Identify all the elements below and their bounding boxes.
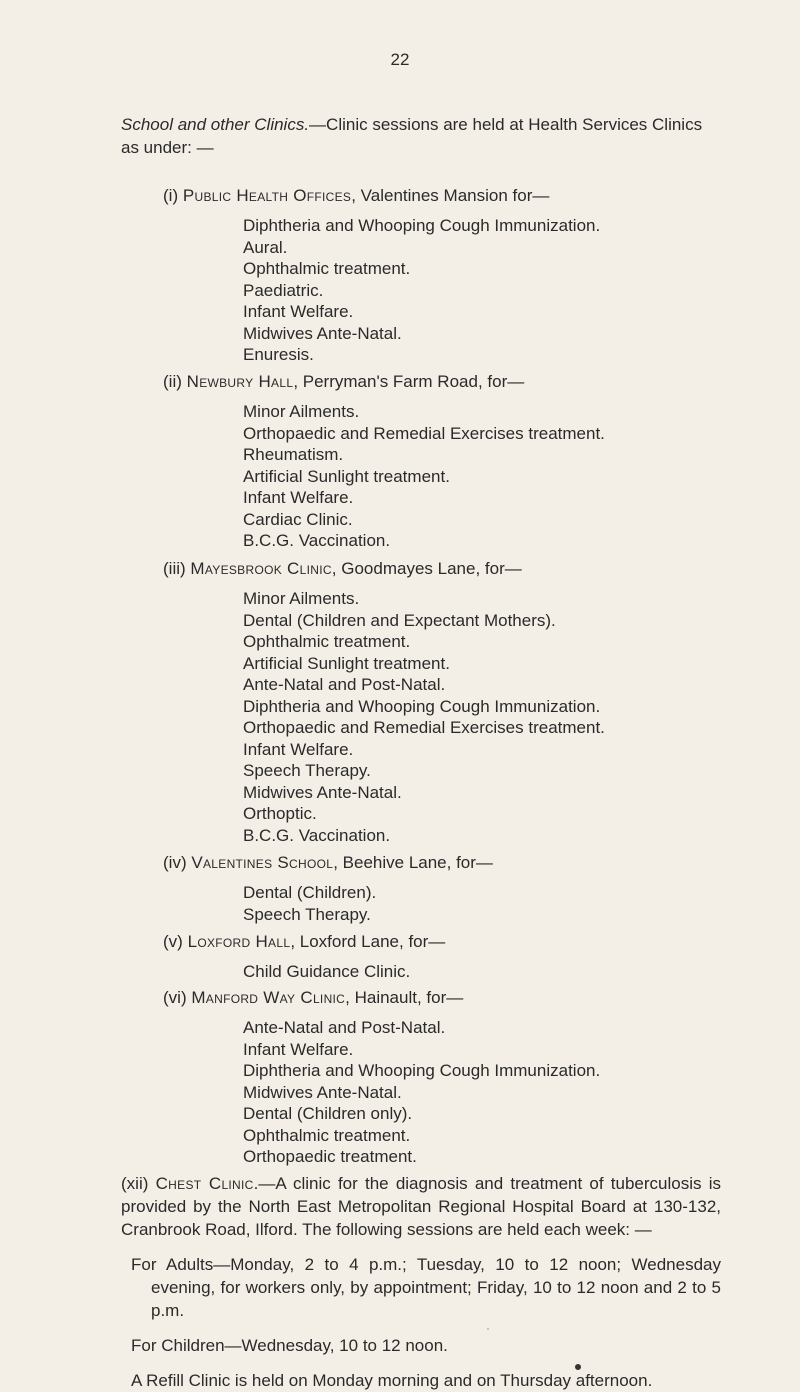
section-numeral: (xii)	[121, 1174, 149, 1193]
section-items	[163, 1017, 723, 1168]
section-location: , Loxford Lane, for—	[290, 932, 446, 951]
section-heading	[163, 931, 723, 953]
section-name: Chest Clinic	[155, 1174, 254, 1193]
section-location: , Beehive Lane, for—	[333, 853, 493, 872]
list-item: Dental (Children and Expectant Mothers).	[243, 610, 556, 630]
section-items	[163, 215, 723, 366]
list-item: Orthopaedic and Remedial Exercises treatment.	[243, 718, 605, 737]
list-item: Minor Ailments.	[243, 402, 360, 421]
section-newbury-hall	[163, 371, 723, 552]
list-item: Paediatric.	[243, 280, 324, 300]
list-item: Ophthalmic treatment.	[243, 632, 411, 651]
list-item: Ophthalmic treatment.	[243, 259, 411, 278]
section-location: , Goodmayes Lane, for—	[331, 559, 522, 578]
section-loxford-hall	[163, 931, 723, 983]
list-item: Diphtheria and Whooping Cough Immunization.	[243, 216, 601, 235]
section-manford-way-clinic	[163, 987, 723, 1168]
section-name: Valentines School	[191, 853, 334, 872]
list-item: Dental (Children).	[243, 883, 377, 902]
print-speck	[575, 1364, 581, 1370]
list-item: Rheumatism.	[243, 445, 344, 464]
list-item: Ante-Natal and Post-Natal.	[243, 1018, 446, 1037]
list-item: Minor Ailments.	[243, 589, 360, 608]
section-name: Loxford Hall	[187, 932, 291, 951]
list-item: Ophthalmic treatment.	[243, 1125, 411, 1145]
intro-paragraph	[121, 113, 721, 159]
section-name: Newbury Hall	[186, 372, 294, 391]
list-item: Infant Welfare.	[243, 1039, 354, 1059]
adult-sessions: For Adults—Monday, 2 to 4 p.m.; Tuesday, 10 to 12 noon; Wednesday evening, for workers only, by appointment; Friday, 10 to 12 noon and 2 to 5 p.m.	[131, 1255, 721, 1320]
list-item: Artificial Sunlight treatment.	[243, 466, 450, 486]
list-item: Midwives Ante-Natal.	[243, 782, 402, 802]
list-item: Speech Therapy.	[243, 761, 371, 780]
list-item: B.C.G. Vaccination.	[243, 531, 391, 550]
section-location: , Perryman's Farm Road, for—	[293, 372, 525, 391]
intro-title: School and other Clinics.	[121, 115, 310, 134]
list-item: Enuresis.	[243, 345, 314, 364]
list-item: Diphtheria and Whooping Cough Immunization.	[243, 696, 601, 716]
section-name: Mayesbrook Clinic	[190, 559, 332, 578]
section-public-health-offices	[163, 185, 723, 366]
list-item: Midwives Ante-Natal.	[243, 1082, 402, 1102]
section-heading	[163, 371, 723, 393]
section-numeral: (vi)	[163, 988, 187, 1007]
list-item: Dental (Children only).	[243, 1104, 413, 1123]
section-heading	[163, 185, 723, 207]
section-numeral: (iii)	[163, 559, 186, 578]
list-item: Infant Welfare.	[243, 302, 354, 321]
list-item: B.C.G. Vaccination.	[243, 825, 391, 845]
list-item: Orthopaedic treatment.	[243, 1147, 417, 1166]
list-item: Speech Therapy.	[243, 904, 371, 924]
chest-clinic-text: .—A clinic for the diagnosis and treatment of tuberculosis is provided by the North East Metropolitan Regional Hospital Board at 130-132, Cranbrook Road, Ilford. The following sessions are held each week: —	[121, 1174, 721, 1239]
list-item: Cardiac Clinic.	[243, 509, 353, 529]
section-numeral: (ii)	[163, 372, 182, 391]
section-valentines-school	[163, 852, 723, 925]
section-numeral: (iv)	[163, 853, 187, 872]
list-item: Child Guidance Clinic.	[243, 962, 411, 981]
section-numeral: (v)	[163, 932, 183, 951]
section-name: Manford Way Clinic	[191, 988, 346, 1007]
list-item: Infant Welfare.	[243, 488, 354, 507]
refill-clinic: A Refill Clinic is held on Monday morning and on Thursday afternoon.	[131, 1371, 653, 1390]
section-items	[163, 401, 723, 552]
page-number: 22	[390, 50, 410, 69]
children-sessions: For Children—Wednesday, 10 to 12 noon.	[131, 1336, 448, 1355]
list-item: Diphtheria and Whooping Cough Immunization.	[243, 1061, 601, 1080]
section-items	[163, 588, 723, 846]
list-item: Infant Welfare.	[243, 739, 354, 759]
section-items	[163, 961, 723, 983]
intro-text: —Clinic sessions are held at Health Services Clinics as under: —	[121, 115, 703, 157]
section-mayesbrook-clinic	[163, 558, 723, 846]
list-item: Aural.	[243, 237, 288, 257]
section-items	[163, 882, 723, 925]
list-item: Ante-Natal and Post-Natal.	[243, 675, 446, 694]
section-location: , Hainault, for—	[345, 988, 464, 1007]
list-item: Artificial Sunlight treatment.	[243, 653, 450, 673]
section-location: , Valentines Mansion for—	[351, 186, 550, 205]
section-heading	[163, 852, 723, 874]
section-numeral: (i)	[163, 186, 179, 205]
section-name: Public Health Offices	[182, 186, 352, 205]
chest-clinic-section	[121, 1172, 721, 1392]
section-heading	[163, 558, 723, 580]
chest-clinic-paragraph	[121, 1172, 721, 1241]
list-item: Orthoptic.	[243, 804, 317, 823]
print-speck	[487, 1328, 489, 1330]
section-heading	[163, 987, 723, 1009]
list-item: Midwives Ante-Natal.	[243, 323, 402, 343]
list-item: Orthopaedic and Remedial Exercises treatment.	[243, 423, 605, 443]
